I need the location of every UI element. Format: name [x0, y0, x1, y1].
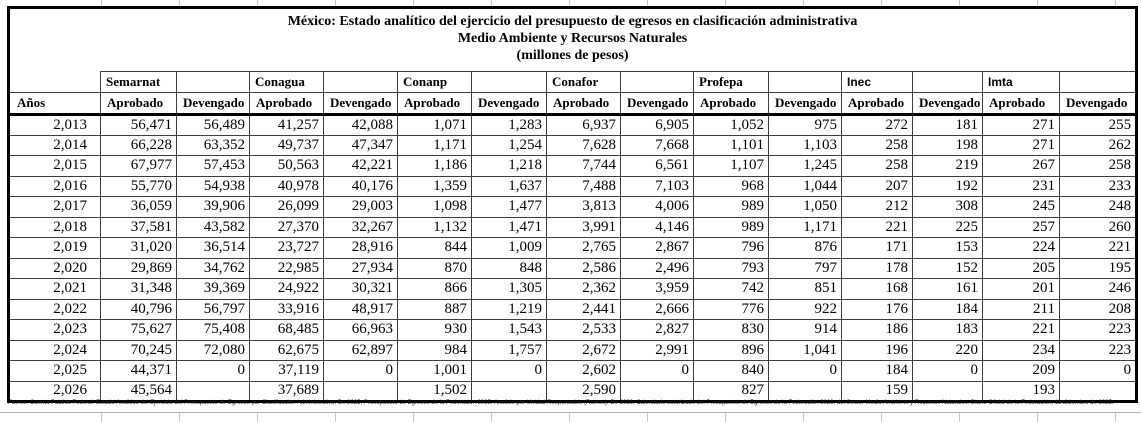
- value-cell[interactable]: 1,502: [398, 381, 472, 402]
- profepa-devengado-header[interactable]: Devengado: [769, 93, 842, 115]
- inec-aprobado-header[interactable]: Aprobado: [842, 93, 913, 115]
- value-cell[interactable]: 201: [983, 279, 1060, 300]
- value-cell[interactable]: 776: [694, 299, 769, 320]
- group-header-spacer-cell: [472, 72, 547, 93]
- value-cell[interactable]: 255: [1060, 115, 1137, 136]
- value-cell[interactable]: 42,088: [324, 115, 398, 136]
- value-cell[interactable]: 192: [913, 176, 983, 197]
- value-cell[interactable]: 68,485: [250, 320, 324, 341]
- value-cell[interactable]: 930: [398, 320, 472, 341]
- table-units: (millones de pesos): [516, 48, 629, 63]
- value-cell[interactable]: 840: [694, 361, 769, 382]
- table-title: México: Estado analítico del ejercicio del presupuesto de egresos en clasificación administrativa: [287, 14, 858, 29]
- value-cell[interactable]: 183: [913, 320, 983, 341]
- year-cell[interactable]: 2,017: [9, 197, 101, 218]
- table-row: [9, 135, 1137, 156]
- group-header-spacer-cell: [621, 72, 694, 93]
- value-cell[interactable]: 29,003: [324, 197, 398, 218]
- value-cell[interactable]: 196: [842, 340, 913, 361]
- value-cell[interactable]: 223: [1060, 320, 1137, 341]
- year-cell[interactable]: 2,022: [9, 299, 101, 320]
- value-cell[interactable]: 914: [769, 320, 842, 341]
- value-cell[interactable]: 1,477: [472, 197, 547, 218]
- value-cell[interactable]: 1,359: [398, 176, 472, 197]
- value-cell[interactable]: 1,171: [398, 135, 472, 156]
- value-cell[interactable]: 975: [769, 115, 842, 136]
- value-cell[interactable]: 27,370: [250, 217, 324, 238]
- group-header-spacer-cell: [769, 72, 842, 93]
- year-cell[interactable]: 2,023: [9, 320, 101, 341]
- value-cell[interactable]: 161: [913, 279, 983, 300]
- value-cell[interactable]: 968: [694, 176, 769, 197]
- conafor-aprobado-header[interactable]: Aprobado: [547, 93, 621, 115]
- value-cell[interactable]: 225: [913, 217, 983, 238]
- value-cell[interactable]: 7,628: [547, 135, 621, 156]
- value-cell[interactable]: 0: [177, 361, 250, 382]
- value-cell[interactable]: 3,813: [547, 197, 621, 218]
- group-row-corner-cell: [9, 72, 101, 93]
- value-cell[interactable]: 7,668: [621, 135, 694, 156]
- value-cell[interactable]: 870: [398, 258, 472, 279]
- value-cell[interactable]: 830: [694, 320, 769, 341]
- value-cell[interactable]: 39,369: [177, 279, 250, 300]
- value-cell[interactable]: 262: [1060, 135, 1137, 156]
- value-cell[interactable]: 36,059: [101, 197, 177, 218]
- value-cell[interactable]: 0: [1060, 361, 1137, 382]
- group-header-conagua[interactable]: Conagua: [250, 72, 324, 93]
- value-cell[interactable]: 1,132: [398, 217, 472, 238]
- value-cell[interactable]: 2,533: [547, 320, 621, 341]
- value-cell[interactable]: 1,101: [694, 135, 769, 156]
- conafor-devengado-header[interactable]: Devengado: [621, 93, 694, 115]
- value-cell[interactable]: 36,514: [177, 238, 250, 259]
- column-header-row: [9, 93, 1137, 115]
- value-cell[interactable]: 57,453: [177, 156, 250, 177]
- value-cell[interactable]: 43,582: [177, 217, 250, 238]
- value-cell[interactable]: 56,471: [101, 115, 177, 136]
- value-cell[interactable]: 1,283: [472, 115, 547, 136]
- value-cell[interactable]: 56,489: [177, 115, 250, 136]
- value-cell[interactable]: 75,408: [177, 320, 250, 341]
- value-cell[interactable]: 797: [769, 258, 842, 279]
- value-cell[interactable]: 186: [842, 320, 913, 341]
- value-cell[interactable]: 4,146: [621, 217, 694, 238]
- group-header-spacer-cell: [1060, 72, 1137, 93]
- value-cell[interactable]: 844: [398, 238, 472, 259]
- value-cell[interactable]: 1,757: [472, 340, 547, 361]
- value-cell[interactable]: 922: [769, 299, 842, 320]
- group-header-spacer-cell: [324, 72, 398, 93]
- value-cell[interactable]: 171: [842, 238, 913, 259]
- value-cell[interactable]: 1,107: [694, 156, 769, 177]
- table-row: [9, 258, 1137, 279]
- value-cell[interactable]: 50,563: [250, 156, 324, 177]
- value-cell[interactable]: 7,488: [547, 176, 621, 197]
- value-cell[interactable]: 0: [913, 361, 983, 382]
- value-cell[interactable]: 40,796: [101, 299, 177, 320]
- value-cell[interactable]: 153: [913, 238, 983, 259]
- value-cell[interactable]: 1,041: [769, 340, 842, 361]
- group-header-profepa[interactable]: Profepa: [694, 72, 769, 93]
- semarnat-devengado-header[interactable]: Devengado: [177, 93, 250, 115]
- value-cell[interactable]: 248: [1060, 197, 1137, 218]
- table-row: [9, 340, 1137, 361]
- value-cell[interactable]: 48,917: [324, 299, 398, 320]
- value-cell[interactable]: 27,934: [324, 258, 398, 279]
- year-cell[interactable]: 2,014: [9, 135, 101, 156]
- title-block: [9, 8, 1137, 72]
- value-cell[interactable]: 221: [983, 320, 1060, 341]
- value-cell[interactable]: 827: [694, 381, 769, 402]
- value-cell[interactable]: 258: [1060, 156, 1137, 177]
- value-cell[interactable]: 23,727: [250, 238, 324, 259]
- value-cell[interactable]: 271: [983, 135, 1060, 156]
- value-cell[interactable]: 793: [694, 258, 769, 279]
- value-cell[interactable]: 1,637: [472, 176, 547, 197]
- value-cell[interactable]: 2,827: [621, 320, 694, 341]
- value-cell[interactable]: 887: [398, 299, 472, 320]
- conanp-aprobado-header[interactable]: Aprobado: [398, 93, 472, 115]
- value-cell[interactable]: 195: [1060, 258, 1137, 279]
- value-cell[interactable]: 271: [983, 115, 1060, 136]
- value-cell[interactable]: 272: [842, 115, 913, 136]
- year-cell[interactable]: 2,018: [9, 217, 101, 238]
- value-cell[interactable]: 231: [983, 176, 1060, 197]
- value-cell[interactable]: 207: [842, 176, 913, 197]
- value-cell[interactable]: 37,119: [250, 361, 324, 382]
- value-cell[interactable]: 2,586: [547, 258, 621, 279]
- value-cell[interactable]: 742: [694, 279, 769, 300]
- value-cell[interactable]: 56,797: [177, 299, 250, 320]
- value-cell[interactable]: 178: [842, 258, 913, 279]
- value-cell[interactable]: 245: [983, 197, 1060, 218]
- value-cell[interactable]: 2,867: [621, 238, 694, 259]
- value-cell[interactable]: 34,762: [177, 258, 250, 279]
- value-cell[interactable]: 62,675: [250, 340, 324, 361]
- year-cell[interactable]: 2,015: [9, 156, 101, 177]
- value-cell[interactable]: 260: [1060, 217, 1137, 238]
- value-cell[interactable]: 181: [913, 115, 983, 136]
- value-cell[interactable]: 72,080: [177, 340, 250, 361]
- conagua-aprobado-header[interactable]: Aprobado: [250, 93, 324, 115]
- table-row: [9, 115, 1137, 136]
- value-cell[interactable]: 1,103: [769, 135, 842, 156]
- value-cell[interactable]: 7,744: [547, 156, 621, 177]
- value-cell[interactable]: 989: [694, 197, 769, 218]
- value-cell[interactable]: 3,959: [621, 279, 694, 300]
- table-row: [9, 176, 1137, 197]
- value-cell[interactable]: 1,001: [398, 361, 472, 382]
- table-row: [9, 299, 1137, 320]
- title-row: [9, 8, 1137, 72]
- value-cell[interactable]: 212: [842, 197, 913, 218]
- value-cell[interactable]: 205: [983, 258, 1060, 279]
- value-cell[interactable]: 67,977: [101, 156, 177, 177]
- value-cell[interactable]: 26,099: [250, 197, 324, 218]
- value-cell[interactable]: 1,098: [398, 197, 472, 218]
- value-cell[interactable]: 24,922: [250, 279, 324, 300]
- year-cell[interactable]: 2,026: [9, 381, 101, 402]
- value-cell[interactable]: 2,496: [621, 258, 694, 279]
- value-cell[interactable]: 221: [842, 217, 913, 238]
- value-cell[interactable]: 40,978: [250, 176, 324, 197]
- year-cell[interactable]: 2,016: [9, 176, 101, 197]
- value-cell[interactable]: 22,985: [250, 258, 324, 279]
- value-cell[interactable]: 7,103: [621, 176, 694, 197]
- value-cell[interactable]: 62,897: [324, 340, 398, 361]
- group-header-imta[interactable]: Imta: [983, 72, 1060, 93]
- imta-aprobado-header[interactable]: Aprobado: [983, 93, 1060, 115]
- value-cell[interactable]: 4,006: [621, 197, 694, 218]
- value-cell[interactable]: 233: [1060, 176, 1137, 197]
- value-cell[interactable]: 2,991: [621, 340, 694, 361]
- value-cell[interactable]: 1,050: [769, 197, 842, 218]
- source-footnote: Fuente: Cuenta Publica Federal. Estado Analitico del Ejercicio del Presupuesto de Egresos por Clasificacion Administrativa. De 2025, Presupuesto de Egresos de la Federación 2025. Analisis por Unidad Responsable (Ramos). De 2026, Calendario autorizado del Presupuesto de Egresos de la Federación 2026, del Sector Medio Ambiente y Recursos Naturales. Diario Oficial de la Federación, 11 diciembre de 2025.: [8, 400, 1114, 406]
- value-cell[interactable]: 866: [398, 279, 472, 300]
- value-cell[interactable]: 0: [324, 361, 398, 382]
- value-cell[interactable]: 1,052: [694, 115, 769, 136]
- value-cell[interactable]: 40,176: [324, 176, 398, 197]
- value-cell[interactable]: 851: [769, 279, 842, 300]
- value-cell[interactable]: 193: [983, 381, 1060, 402]
- value-cell[interactable]: 45,564: [101, 381, 177, 402]
- value-cell[interactable]: 989: [694, 217, 769, 238]
- value-cell[interactable]: 0: [472, 361, 547, 382]
- value-cell[interactable]: 37,689: [250, 381, 324, 402]
- table-subtitle: Medio Ambiente y Recursos Naturales: [457, 31, 688, 46]
- group-header-row: [9, 72, 1137, 93]
- value-cell[interactable]: 28,916: [324, 238, 398, 259]
- value-cell[interactable]: 308: [913, 197, 983, 218]
- table-row: [9, 217, 1137, 238]
- value-cell[interactable]: 1,245: [769, 156, 842, 177]
- group-header-semarnat[interactable]: Semarnat: [101, 72, 177, 93]
- table-row: [9, 361, 1137, 382]
- value-cell[interactable]: 267: [983, 156, 1060, 177]
- value-cell[interactable]: 198: [913, 135, 983, 156]
- value-cell[interactable]: 41,257: [250, 115, 324, 136]
- value-cell[interactable]: 152: [913, 258, 983, 279]
- value-cell[interactable]: 31,348: [101, 279, 177, 300]
- value-cell[interactable]: 66,228: [101, 135, 177, 156]
- group-header-spacer-cell: [913, 72, 983, 93]
- value-cell[interactable]: 70,245: [101, 340, 177, 361]
- imta-devengado-header[interactable]: Devengado: [1060, 93, 1137, 115]
- value-cell[interactable]: 257: [983, 217, 1060, 238]
- value-cell[interactable]: 221: [1060, 238, 1137, 259]
- sheet-gridlines-bottom: [0, 412, 1141, 422]
- value-cell[interactable]: 1,543: [472, 320, 547, 341]
- value-cell[interactable]: 896: [694, 340, 769, 361]
- group-header-spacer-cell: [177, 72, 250, 93]
- value-cell[interactable]: 54,938: [177, 176, 250, 197]
- value-cell[interactable]: 3,991: [547, 217, 621, 238]
- conagua-devengado-header[interactable]: Devengado: [324, 93, 398, 115]
- value-cell[interactable]: 44,371: [101, 361, 177, 382]
- value-cell[interactable]: 55,770: [101, 176, 177, 197]
- value-cell[interactable]: 220: [913, 340, 983, 361]
- value-cell[interactable]: 876: [769, 238, 842, 259]
- value-cell[interactable]: 1,218: [472, 156, 547, 177]
- value-cell[interactable]: 246: [1060, 279, 1137, 300]
- value-cell[interactable]: 1,009: [472, 238, 547, 259]
- years-column-header[interactable]: Años: [9, 93, 101, 115]
- value-cell[interactable]: 184: [842, 361, 913, 382]
- value-cell[interactable]: 2,602: [547, 361, 621, 382]
- value-cell[interactable]: 234: [983, 340, 1060, 361]
- value-cell[interactable]: 0: [621, 361, 694, 382]
- value-cell[interactable]: 47,347: [324, 135, 398, 156]
- value-cell[interactable]: 66,963: [324, 320, 398, 341]
- table-row: [9, 279, 1137, 300]
- value-cell[interactable]: 1,044: [769, 176, 842, 197]
- value-cell[interactable]: 32,267: [324, 217, 398, 238]
- value-cell[interactable]: 211: [983, 299, 1060, 320]
- value-cell[interactable]: 42,221: [324, 156, 398, 177]
- value-cell[interactable]: 31,020: [101, 238, 177, 259]
- inec-devengado-header[interactable]: Devengado: [913, 93, 983, 115]
- value-cell[interactable]: 2,765: [547, 238, 621, 259]
- value-cell[interactable]: 30,321: [324, 279, 398, 300]
- value-cell[interactable]: 168: [842, 279, 913, 300]
- value-cell[interactable]: 1,171: [769, 217, 842, 238]
- value-cell[interactable]: 219: [913, 156, 983, 177]
- value-cell[interactable]: 1,305: [472, 279, 547, 300]
- value-cell[interactable]: 209: [983, 361, 1060, 382]
- year-cell[interactable]: 2,013: [9, 115, 101, 136]
- year-cell[interactable]: 2,024: [9, 340, 101, 361]
- value-cell[interactable]: 1,219: [472, 299, 547, 320]
- value-cell[interactable]: 37,581: [101, 217, 177, 238]
- value-cell[interactable]: 29,869: [101, 258, 177, 279]
- value-cell[interactable]: 224: [983, 238, 1060, 259]
- value-cell[interactable]: 6,937: [547, 115, 621, 136]
- group-header-conanp[interactable]: Conanp: [398, 72, 472, 93]
- value-cell[interactable]: 2,672: [547, 340, 621, 361]
- value-cell[interactable]: 208: [1060, 299, 1137, 320]
- value-cell[interactable]: 6,561: [621, 156, 694, 177]
- value-cell[interactable]: 2,362: [547, 279, 621, 300]
- value-cell[interactable]: 848: [472, 258, 547, 279]
- value-cell[interactable]: 63,352: [177, 135, 250, 156]
- group-header-inec[interactable]: Inec: [842, 72, 913, 93]
- value-cell[interactable]: 796: [694, 238, 769, 259]
- value-cell[interactable]: 6,905: [621, 115, 694, 136]
- table-row: [9, 320, 1137, 341]
- value-cell[interactable]: 2,590: [547, 381, 621, 402]
- value-cell[interactable]: 176: [842, 299, 913, 320]
- value-cell[interactable]: 984: [398, 340, 472, 361]
- value-cell[interactable]: 2,666: [621, 299, 694, 320]
- table-row: [9, 197, 1137, 218]
- group-header-conafor[interactable]: Conafor: [547, 72, 621, 93]
- profepa-aprobado-header[interactable]: Aprobado: [694, 93, 769, 115]
- year-cell[interactable]: 2,019: [9, 238, 101, 259]
- year-cell[interactable]: 2,025: [9, 361, 101, 382]
- value-cell[interactable]: 1,186: [398, 156, 472, 177]
- semarnat-aprobado-header[interactable]: Aprobado: [101, 93, 177, 115]
- value-cell[interactable]: 1,471: [472, 217, 547, 238]
- value-cell[interactable]: 0: [769, 361, 842, 382]
- value-cell[interactable]: 1,254: [472, 135, 547, 156]
- value-cell[interactable]: 223: [1060, 340, 1137, 361]
- value-cell[interactable]: 75,627: [101, 320, 177, 341]
- value-cell[interactable]: 1,071: [398, 115, 472, 136]
- value-cell[interactable]: 2,441: [547, 299, 621, 320]
- value-cell[interactable]: 184: [913, 299, 983, 320]
- table-row: [9, 238, 1137, 259]
- budget-table: [7, 6, 1138, 403]
- value-cell[interactable]: 258: [842, 135, 913, 156]
- year-cell[interactable]: 2,020: [9, 258, 101, 279]
- value-cell[interactable]: 33,916: [250, 299, 324, 320]
- value-cell[interactable]: 49,737: [250, 135, 324, 156]
- value-cell[interactable]: 258: [842, 156, 913, 177]
- conanp-devengado-header[interactable]: Devengado: [472, 93, 547, 115]
- value-cell[interactable]: 159: [842, 381, 913, 402]
- value-cell[interactable]: 39,906: [177, 197, 250, 218]
- year-cell[interactable]: 2,021: [9, 279, 101, 300]
- table-row: [9, 156, 1137, 177]
